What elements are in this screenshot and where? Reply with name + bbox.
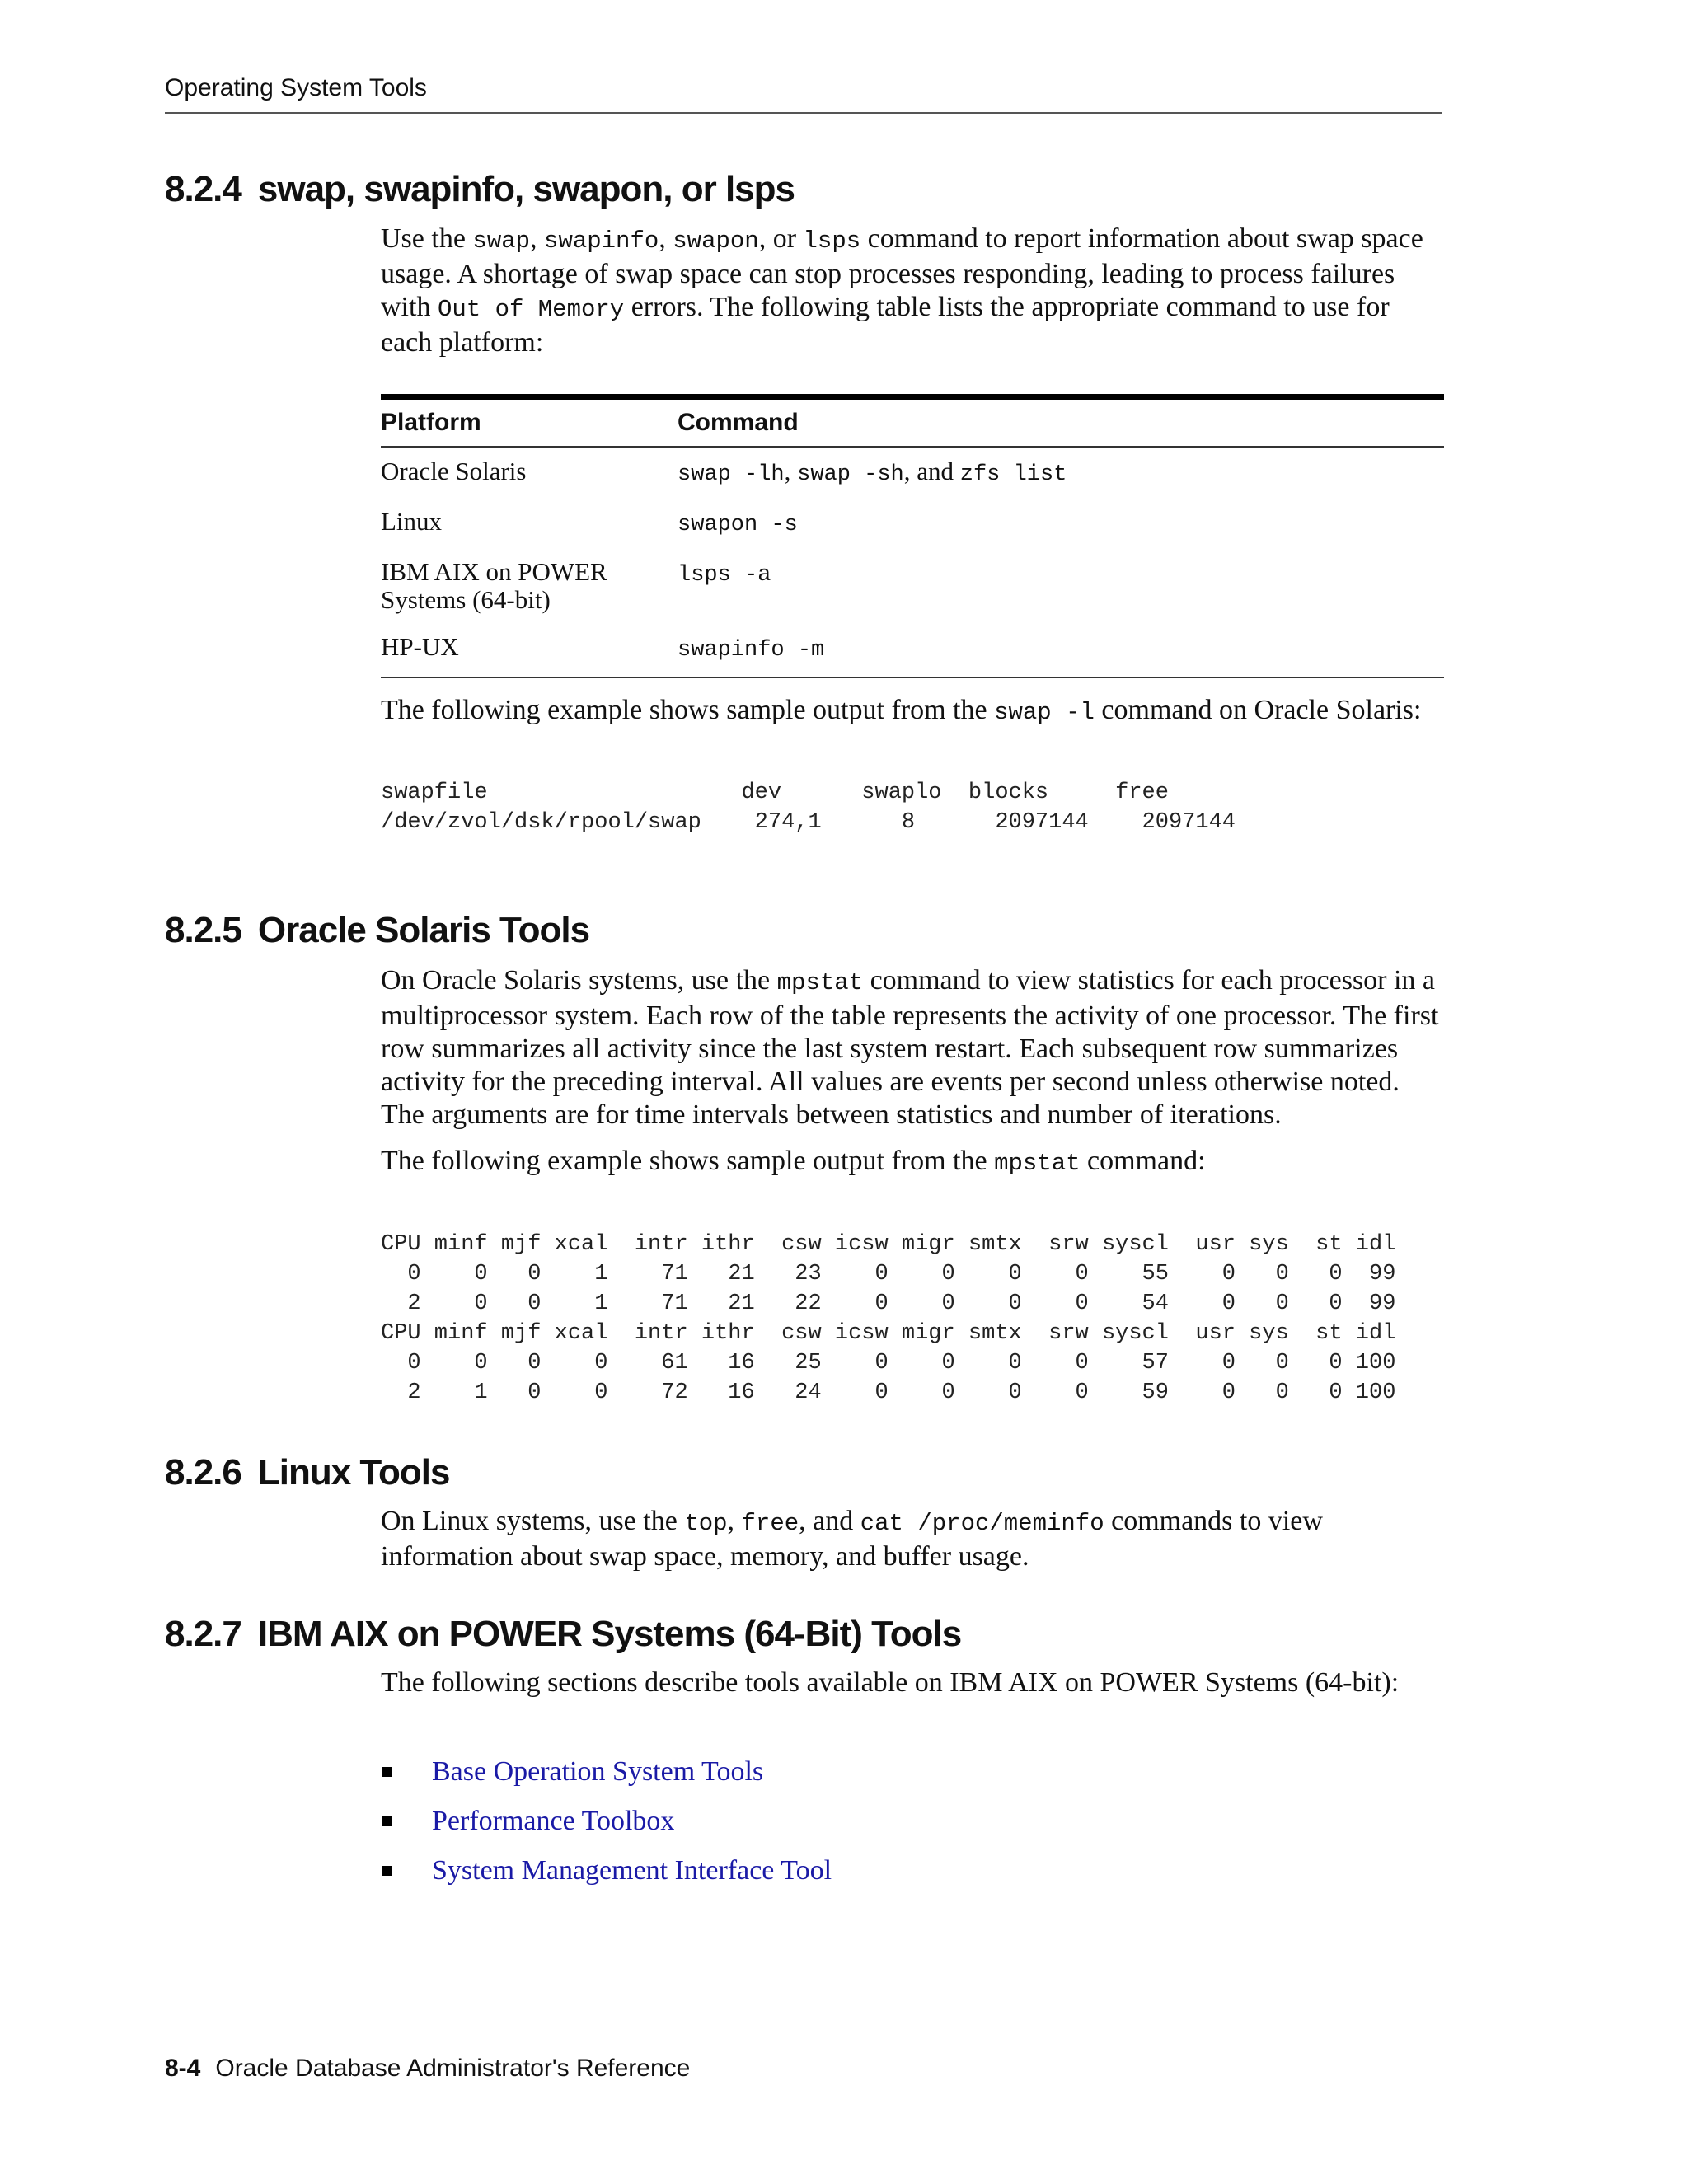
paragraph [381,1145,1444,1180]
text: On Oracle Solaris systems, use the [381,965,777,996]
text: The following example shows sample output from the [381,695,995,725]
table-row [381,551,1444,626]
inline-code: lsps -a [678,563,771,588]
text: On Linux systems, use the [381,1506,685,1536]
section-number: 8.2.5 [165,910,241,950]
paragraph [381,694,1444,729]
text: , [659,223,673,254]
platform-command-table [381,394,1444,678]
text: , and [799,1506,860,1536]
section-title: swap, swapinfo, swapon, or lsps [257,169,795,209]
inline-code: free [741,1510,799,1537]
link-system-management-interface-tool[interactable]: System Management Interface Tool [432,1855,832,1886]
page-number: 8-4 [165,2055,201,2082]
command-cell [678,558,1444,614]
paragraph [381,223,1444,359]
inline-code: Out of Memory [437,296,625,323]
table-row [381,501,1444,551]
section-8-2-5-intro [381,964,1444,1180]
platform-cell: Oracle Solaris [381,457,527,485]
running-header: Operating System Tools [165,74,1442,114]
command-cell [678,633,1444,664]
bullet-icon [382,1767,392,1777]
command-cell [678,457,1444,489]
text: commands to view information about swap space, memory, and buffer usage. [381,1506,1323,1572]
paragraph: The following sections describe tools available on IBM AIX on POWER Systems (64-bit): [381,1667,1400,1698]
section-8-2-4-intro [381,223,1444,359]
list-item [381,1747,832,1797]
section-number: 8.2.6 [165,1452,241,1493]
table-row [381,448,1444,501]
command-cell [678,508,1444,539]
aix-tools-link-list [381,1747,832,1896]
inline-code: swap [472,227,531,255]
section-heading-8-2-7 [165,1614,961,1655]
text: , [530,223,545,254]
section-title: IBM AIX on POWER Systems (64-Bit) Tools [257,1614,962,1654]
inline-code: cat /proc/meminfo [860,1510,1104,1537]
inline-code: mpstat [776,969,864,996]
section-8-2-6-intro [381,1505,1444,1573]
table-header-row [381,400,1444,448]
text: Use the [381,223,473,254]
list-item [381,1797,832,1846]
platform-cell: Linux [381,507,443,536]
text: The following example shows sample output from the [381,1146,995,1176]
platform-cell: IBM AIX on POWER Systems (64-bit) [381,557,607,614]
bullet-icon [382,1866,392,1876]
text: , [784,457,798,485]
table-header-platform: Platform [381,409,481,436]
inline-code: swap -l [994,699,1095,726]
section-number: 8.2.4 [165,169,241,209]
text: command to report information about swap space usage. A shortage of swap space can stop processes responding, leading to process failures with [381,223,1423,322]
paragraph [381,1505,1444,1573]
section-heading-8-2-4 [165,169,795,210]
inline-code: swapinfo -m [678,638,825,663]
book-title: Oracle Database Administrator's Reference [215,2055,691,2082]
text: , or [758,223,804,254]
section-title: Oracle Solaris Tools [257,910,590,950]
table-row [381,626,1444,677]
text: errors. The following table lists the appropriate command to use for each platform: [381,292,1390,358]
text: , and [903,457,960,485]
inline-code: lsps [803,227,861,255]
section-number: 8.2.7 [165,1614,241,1654]
inline-code: swapon [673,227,759,255]
text: command: [1080,1146,1206,1176]
bullet-icon [382,1816,392,1826]
list-item [381,1846,832,1896]
inline-code: top [684,1510,728,1537]
inline-code: swapon -s [678,513,798,537]
section-heading-8-2-6 [165,1452,450,1493]
inline-code: mpstat [994,1150,1081,1177]
mpstat-output-code-block: CPU minf mjf xcal intr ithr csw icsw migr smtx srw syscl usr sys st idl 0 0 0 1 71 21 23 0 0 0 0 55 0 0 0 99 2 0 0 1 71 21 22 0 0 0 0 54 0 0 0 99 CPU minf mjf xcal intr ithr csw icsw migr smtx srw syscl usr sys st idl 0 0 0 0 61 16 25 0 0 0 0 57 0 0 0 100 2 1 0 0 72 16 24 0 0 0 0 59 0 0 0 100 [381,1232,1396,1405]
link-performance-toolbox[interactable]: Performance Toolbox [432,1806,675,1836]
section-heading-8-2-5 [165,910,589,951]
text: , [727,1506,742,1536]
paragraph [381,964,1444,1132]
inline-code: swap -sh [797,462,904,487]
page-footer [165,2055,690,2083]
link-base-operation-system-tools[interactable]: Base Operation System Tools [432,1756,764,1787]
text: command to view statistics for each processor in a multiprocessor system. Each row of the table represents the activity of one processor. The first row summarizes all activity since the last system restart. Each subsequent row summarizes activity for the preceding interval. All values are events per second unless otherwise noted. The arguments are for time intervals between statistics and number of iterations. [381,965,1439,1130]
section-8-2-4-example-intro [381,694,1444,729]
table-header-command: Command [678,409,799,436]
inline-code: zfs list [959,462,1067,487]
platform-cell: HP-UX [381,632,459,661]
section-8-2-7-intro [381,1666,1444,1699]
inline-code: swap -lh [678,462,785,487]
text: command on Oracle Solaris: [1094,695,1422,725]
swap-output-code-block: swapfile dev swaplo blocks free /dev/zvol/dsk/rpool/swap 274,1 8 2097144 2097144 [381,780,1236,835]
inline-code: swapinfo [544,227,659,255]
section-title: Linux Tools [257,1452,450,1493]
